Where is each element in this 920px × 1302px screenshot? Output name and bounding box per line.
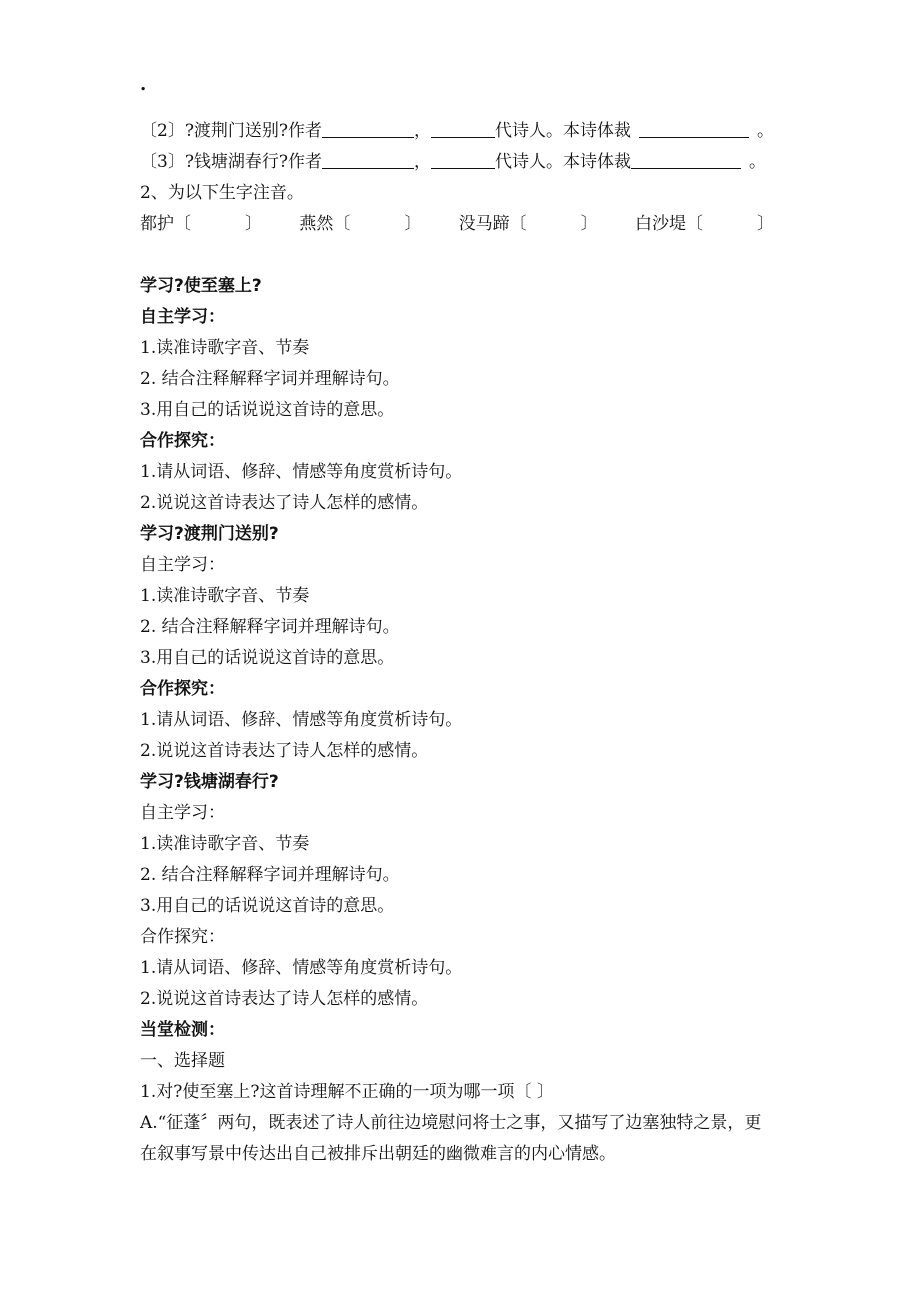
list-item: 1.读准诗歌字音、节奏 [140,834,310,854]
period: 。 [749,152,767,172]
list-item: 2.说说这首诗表达了诗人怎样的感情。 [140,493,429,513]
page-marker-dot: . [140,74,147,95]
pinyin-title: 2、为以下生字注音。 [140,183,304,203]
list-item: 2. 结合注释解释字词并理解诗句。 [140,865,400,885]
list-item: 3.用自己的话说说这首诗的意思。 [140,400,395,420]
list-item: 1.请从词语、修辞、情感等角度赏析诗句。 [140,958,463,978]
list-item: 3.用自己的话说说这首诗的意思。 [140,648,395,668]
list-item: 1.读准诗歌字音、节奏 [140,338,310,358]
list-item: 3.用自己的话说说这首诗的意思。 [140,896,395,916]
cooperative-label: 合作探究： [140,927,225,947]
list-item: 2.说说这首诗表达了诗人怎样的感情。 [140,989,429,1009]
bracket-close: 〕 [580,214,598,234]
bracket-close: 〕 [404,214,422,234]
pinyin-item [299,209,421,240]
study-section-1 [140,271,780,519]
bracket-open: 〔 [685,214,703,234]
self-study-label: 自主学习： [140,307,225,327]
bracket-close: 〕 [756,214,774,234]
section-title: 学习?使至塞上? [140,276,262,296]
cooperative-label: 合作探究： [140,431,225,451]
question-3-suffix: 代诗人。本诗体裁 [495,152,632,172]
test-part: 一、选择题 [140,1051,225,1071]
pinyin-word: 白沙堤 [634,214,686,234]
test-question: 1.对?使至塞上?这首诗理解不正确的一项为哪一项〔 〕 [140,1082,554,1102]
study-section-3 [140,767,780,1015]
pinyin-item [635,209,774,240]
dynasty-blank[interactable] [431,148,495,169]
bracket-open: 〔 [174,214,191,234]
document-body [140,116,780,1170]
list-item: 2. 结合注释解释字词并理解诗句。 [140,369,400,389]
list-item: 1.读准诗歌字音、节奏 [140,586,310,606]
pinyin-item [459,209,598,240]
comma: ， [414,121,432,141]
list-item: 2.说说这首诗表达了诗人怎样的感情。 [140,741,429,761]
question-2-suffix: 代诗人。本诗体裁 [495,121,632,141]
question-2-line [140,116,780,147]
author-blank[interactable] [322,148,414,169]
section-title: 学习?钱塘湖春行? [140,772,279,792]
section-title: 学习?渡荆门送别? [140,524,279,544]
pinyin-word: 燕然 [299,214,334,234]
cooperative-label: 合作探究： [140,679,225,699]
study-section-2 [140,519,780,767]
genre-blank[interactable] [631,148,741,169]
author-blank[interactable] [322,117,414,138]
pinyin-item [140,209,262,240]
bracket-open: 〔 [509,214,527,234]
list-item: 1.请从词语、修辞、情感等角度赏析诗句。 [140,462,463,482]
list-item: 2. 结合注释解释字词并理解诗句。 [140,617,400,637]
bracket-close: 〕 [245,214,262,234]
question-2-prefix: 〔2〕?渡荆门送别?作者 [140,121,323,141]
test-title: 当堂检测： [140,1020,225,1040]
option-a: A.“征蓬〞两句，既表述了诗人前往边境慰问将士之事，又描写了边塞独特之景，更在叙事写景中传达出自己被排斥出朝廷的幽微难言的内心情感。 [140,1113,762,1164]
pinyin-word: 都护 [140,214,174,234]
list-item: 1.请从词语、修辞、情感等角度赏析诗句。 [140,710,463,730]
dynasty-blank[interactable] [431,117,495,138]
self-study-label: 自主学习： [140,555,225,575]
period: 。 [757,121,775,141]
bracket-open: 〔 [333,214,351,234]
comma: ， [414,152,432,172]
pinyin-row [140,209,774,240]
self-study-label: 自主学习： [140,803,225,823]
in-class-test [140,1015,780,1170]
question-3-line [140,147,780,178]
pinyin-word: 没马蹄 [458,214,510,234]
genre-blank[interactable] [639,117,749,138]
question-3-prefix: 〔3〕?钱塘湖春行?作者 [140,152,323,172]
